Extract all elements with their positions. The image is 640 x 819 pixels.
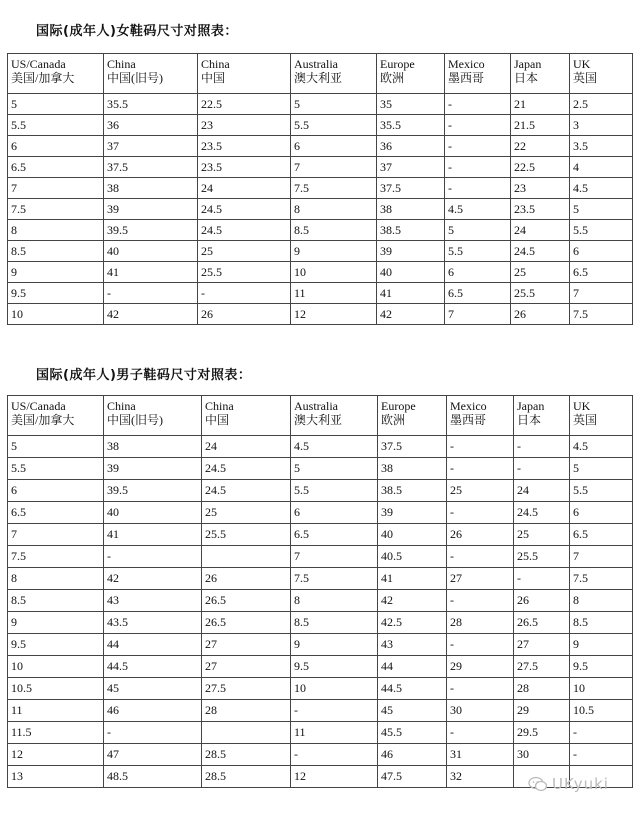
table-cell: 25 [511,262,570,283]
table-cell: 5 [8,94,104,115]
table-cell: 9.5 [8,634,104,656]
table-cell: 25.5 [202,524,291,546]
table-cell: 45 [104,678,202,700]
header-label-zh: 英国 [573,413,598,427]
table-cell: 3.5 [570,136,633,157]
table-cell: 6 [445,262,511,283]
table-cell: 39 [378,502,447,524]
table-cell: 42.5 [378,612,447,634]
table-cell: 5.5 [291,115,377,136]
table-cell: 21 [511,94,570,115]
table-cell: 40 [104,241,198,262]
table-cell: 5 [445,220,511,241]
table-cell: 22 [511,136,570,157]
table-cell: 45.5 [378,722,447,744]
table-row [8,480,633,502]
table-row [8,220,633,241]
table-cell: 22.5 [198,94,291,115]
table-cell: 21.5 [511,115,570,136]
table-cell: - [570,722,633,744]
table-cell: 5.5 [291,480,378,502]
table-cell: 5.5 [8,115,104,136]
header-label-en: UK [573,57,591,71]
table-cell: - [447,436,514,458]
table-cell: 5 [570,199,633,220]
table-row [8,241,633,262]
table-cell: 38 [378,458,447,480]
table-cell: 11.5 [8,722,104,744]
table-cell: - [570,744,633,766]
table-cell: - [445,157,511,178]
table-cell [202,546,291,568]
table-cell: 35.5 [377,115,445,136]
header-label-en: Australia [294,57,338,71]
table-row [8,656,633,678]
table-cell: 28.5 [202,744,291,766]
table-cell: 28 [447,612,514,634]
table-cell: 10 [8,656,104,678]
table-cell: 38.5 [377,220,445,241]
table-cell: 6 [291,136,377,157]
table-row [8,634,633,656]
table-row [8,678,633,700]
header-label-zh: 日本 [517,413,542,427]
header-label-zh: 中国(旧号) [107,413,163,427]
table-cell: 9 [291,241,377,262]
table-cell: 8 [570,590,633,612]
watermark [528,775,609,793]
table-cell: 46 [104,700,202,722]
table-cell: 24.5 [198,220,291,241]
table-cell: 11 [291,283,377,304]
table-cell: 36 [377,136,445,157]
table-cell: - [514,436,570,458]
column-header [377,54,445,94]
table-cell: 9 [8,262,104,283]
table-cell: 39.5 [104,220,198,241]
table-cell: 23 [198,115,291,136]
header-label-zh: 欧洲 [381,413,406,427]
table-cell: - [104,722,202,744]
table-cell: 26 [514,590,570,612]
header-label-en: China [205,399,234,413]
table-cell: 35 [377,94,445,115]
table-cell: 8 [8,220,104,241]
table-cell: 30 [514,744,570,766]
header-label-en: UK [573,399,591,413]
table-cell: 37 [377,157,445,178]
header-label-zh: 中国(旧号) [107,71,163,85]
table-cell: 42 [104,304,198,325]
table-row [8,199,633,220]
table-cell: 23.5 [198,136,291,157]
column-header [511,54,570,94]
table-cell: 37.5 [378,436,447,458]
table-cell: - [104,283,198,304]
table-cell: 2.5 [570,94,633,115]
table-cell: 27.5 [202,678,291,700]
table-cell: - [447,722,514,744]
table-cell: 26.5 [514,612,570,634]
header-label-zh: 美国/加拿大 [11,71,75,85]
table-cell: 24 [511,220,570,241]
header-label-zh: 美国/加拿大 [11,413,75,427]
table-cell: 40 [377,262,445,283]
table-cell: 8.5 [8,241,104,262]
table-cell: 41 [377,283,445,304]
table-cell: 27 [202,656,291,678]
table-cell: 9 [570,634,633,656]
table-cell: 26 [198,304,291,325]
table-cell: 10.5 [8,678,104,700]
table-cell: - [445,178,511,199]
table-cell: 4.5 [445,199,511,220]
table-cell: 28.5 [202,766,291,788]
table-cell: 27.5 [514,656,570,678]
header-label-en: China [201,57,230,71]
table-cell: 42 [378,590,447,612]
table-cell: 39 [377,241,445,262]
table-cell: 5.5 [445,241,511,262]
table-cell: 26.5 [202,590,291,612]
table-cell: 7 [291,546,378,568]
table-cell: 23 [511,178,570,199]
table-cell [202,722,291,744]
column-header [8,396,104,436]
table-cell: 10.5 [570,700,633,722]
table-cell: 7.5 [570,304,633,325]
table-cell: 29 [447,656,514,678]
table-cell: 32 [447,766,514,788]
table-cell: 38 [104,436,202,458]
men-table-title: 国际(成年人)男子鞋码尺寸对照表： [36,368,252,383]
table-cell: - [291,700,378,722]
table-cell: 5.5 [570,480,633,502]
header-label-en: US/Canada [11,57,66,71]
table-row [8,94,633,115]
table-cell: 24.5 [202,480,291,502]
table-cell: 5.5 [570,220,633,241]
header-label-zh: 欧洲 [380,71,405,85]
table-cell: 25.5 [511,283,570,304]
header-label-en: Europe [380,57,415,71]
table-cell: - [447,458,514,480]
header-label-zh: 英国 [573,71,598,85]
table-row [8,722,633,744]
table-cell: 38 [104,178,198,199]
column-header [570,396,633,436]
table-row [8,157,633,178]
table-cell: 47.5 [378,766,447,788]
column-header [378,396,447,436]
table-cell: 6.5 [8,502,104,524]
men-size-table [7,395,633,788]
table-cell: 7 [8,524,104,546]
table-cell: 6.5 [570,262,633,283]
table-cell: 26 [202,568,291,590]
table-cell: 48.5 [104,766,202,788]
table-cell: 27 [447,568,514,590]
table-cell: 42 [104,568,202,590]
table-row [8,136,633,157]
table-cell: 6 [570,502,633,524]
table-cell: 37.5 [104,157,198,178]
table-cell: 26.5 [202,612,291,634]
table-cell: 35.5 [104,94,198,115]
table-cell: 7.5 [570,568,633,590]
table-cell: 6 [8,136,104,157]
table-cell: - [447,678,514,700]
column-header [447,396,514,436]
table-cell: 25 [198,241,291,262]
header-label-en: Europe [381,399,416,413]
table-cell: 27 [514,634,570,656]
header-label-en: Mexico [448,57,485,71]
table-cell: 8 [291,199,377,220]
women-table-title: 国际(成年人)女鞋码尺寸对照表： [36,24,238,39]
table-row [8,178,633,199]
table-cell: 8.5 [291,220,377,241]
table-cell: 12 [291,766,378,788]
table-cell: 11 [291,722,378,744]
table-cell: 37.5 [377,178,445,199]
table-cell: - [104,546,202,568]
table-cell: 6 [570,241,633,262]
table-cell: 7 [570,283,633,304]
table-cell: - [514,458,570,480]
table-cell: 6.5 [445,283,511,304]
table-cell: 30 [447,700,514,722]
table-cell: 24.5 [511,241,570,262]
table-cell: 4 [570,157,633,178]
table-cell: 45 [378,700,447,722]
table-cell: 13 [8,766,104,788]
table-cell: 6.5 [570,524,633,546]
table-cell: 29.5 [514,722,570,744]
column-header [514,396,570,436]
table-cell: - [447,634,514,656]
table-row [8,115,633,136]
table-cell: 25.5 [198,262,291,283]
table-cell: 8.5 [8,590,104,612]
column-header [8,54,104,94]
table-cell: 11 [8,700,104,722]
table-cell: 24.5 [514,502,570,524]
table-cell: 4.5 [570,178,633,199]
header-label-zh: 中国 [205,413,230,427]
table-cell: 40.5 [378,546,447,568]
table-cell: 7.5 [8,199,104,220]
table-cell: 24.5 [202,458,291,480]
table-cell: - [514,568,570,590]
header-label-zh: 澳大利亚 [294,71,343,85]
table-row [8,744,633,766]
table-cell: 8 [8,568,104,590]
table-cell: 25 [514,524,570,546]
table-cell: 43 [378,634,447,656]
column-header [570,54,633,94]
table-cell: 4.5 [291,436,378,458]
table-row [8,700,633,722]
table-cell: 7 [8,178,104,199]
table-cell: 41 [378,568,447,590]
table-cell: - [447,502,514,524]
header-label-en: Japan [514,57,542,71]
table-cell: 40 [104,502,202,524]
table-row [8,612,633,634]
table-row [8,458,633,480]
table-cell: 23.5 [511,199,570,220]
table-cell: 9.5 [291,656,378,678]
header-row [8,54,633,94]
table-cell: - [445,94,511,115]
header-label-zh: 日本 [514,71,539,85]
table-row [8,262,633,283]
table-cell: 26 [447,524,514,546]
table-cell: 25 [447,480,514,502]
table-cell: 24.5 [198,199,291,220]
table-cell: 23.5 [198,157,291,178]
table-row [8,568,633,590]
table-cell: 28 [202,700,291,722]
table-row [8,524,633,546]
table-cell: - [291,744,378,766]
table-row [8,304,633,325]
table-cell: 6.5 [291,524,378,546]
table-cell: 4.5 [570,436,633,458]
column-header [291,54,377,94]
table-cell: 6 [8,480,104,502]
table-cell: - [445,136,511,157]
table-cell: - [447,546,514,568]
table-cell: 5.5 [8,458,104,480]
table-cell: 27 [202,634,291,656]
header-label-zh: 墨西哥 [450,413,487,427]
table-cell: 40 [378,524,447,546]
table-cell: 12 [8,744,104,766]
table-cell: 39 [104,458,202,480]
header-label-zh: 中国 [201,71,226,85]
table-cell: - [447,590,514,612]
table-cell: 36 [104,115,198,136]
table-cell: 42 [377,304,445,325]
table-cell: - [445,115,511,136]
table-cell: 38 [377,199,445,220]
header-label-en: Mexico [450,399,487,413]
table-cell: 25 [202,502,291,524]
table-cell: 9 [8,612,104,634]
table-cell: 37 [104,136,198,157]
table-cell: 7.5 [291,178,377,199]
table-cell: 8.5 [291,612,378,634]
table-cell: 5 [8,436,104,458]
table-cell: 24 [514,480,570,502]
table-cell: 7 [291,157,377,178]
table-cell: 8 [291,590,378,612]
table-cell: 31 [447,744,514,766]
header-label-en: Australia [294,399,338,413]
table-cell: 24 [202,436,291,458]
header-label-en: Japan [517,399,545,413]
header-label-en: US/Canada [11,399,66,413]
table-cell: 44 [378,656,447,678]
table-row [8,436,633,458]
table-cell: 24 [198,178,291,199]
table-cell: 5 [291,94,377,115]
table-cell: 7.5 [291,568,378,590]
header-label-en: China [107,57,136,71]
table-cell: 43.5 [104,612,202,634]
table-cell: 7.5 [8,546,104,568]
table-cell: 10 [8,304,104,325]
table-cell: 9.5 [570,656,633,678]
table-cell: 47 [104,744,202,766]
table-cell: 44.5 [378,678,447,700]
table-cell: 39 [104,199,198,220]
column-header [198,54,291,94]
table-cell: 28 [514,678,570,700]
table-cell: 7 [445,304,511,325]
table-cell: 39.5 [104,480,202,502]
table-cell: 6.5 [8,157,104,178]
table-row [8,546,633,568]
table-cell: 5 [291,458,378,480]
table-cell: 10 [570,678,633,700]
table-cell: 6 [291,502,378,524]
table-cell: 46 [378,744,447,766]
column-header [104,396,202,436]
table-cell: 3 [570,115,633,136]
header-row [8,396,633,436]
table-cell: 12 [291,304,377,325]
watermark-text: UKyuki [552,775,609,793]
table-cell: - [198,283,291,304]
table-cell: 9 [291,634,378,656]
table-cell: 41 [104,262,198,283]
women-size-table [7,53,633,325]
table-cell: 9.5 [8,283,104,304]
wechat-icon [528,776,548,792]
header-label-zh: 澳大利亚 [294,413,343,427]
column-header [445,54,511,94]
table-cell: 25.5 [514,546,570,568]
table-row [8,502,633,524]
table-cell: 22.5 [511,157,570,178]
column-header [202,396,291,436]
table-cell: 7 [570,546,633,568]
table-cell: 38.5 [378,480,447,502]
table-cell: 44 [104,634,202,656]
table-cell: 10 [291,678,378,700]
table-cell: 41 [104,524,202,546]
table-cell: 5 [570,458,633,480]
table-row [8,283,633,304]
table-cell: 26 [511,304,570,325]
column-header [291,396,378,436]
table-cell: 10 [291,262,377,283]
header-label-zh: 墨西哥 [448,71,485,85]
table-cell: 29 [514,700,570,722]
column-header [104,54,198,94]
table-row [8,590,633,612]
header-label-en: China [107,399,136,413]
table-cell: 44.5 [104,656,202,678]
table-cell: 8.5 [570,612,633,634]
table-cell: 43 [104,590,202,612]
